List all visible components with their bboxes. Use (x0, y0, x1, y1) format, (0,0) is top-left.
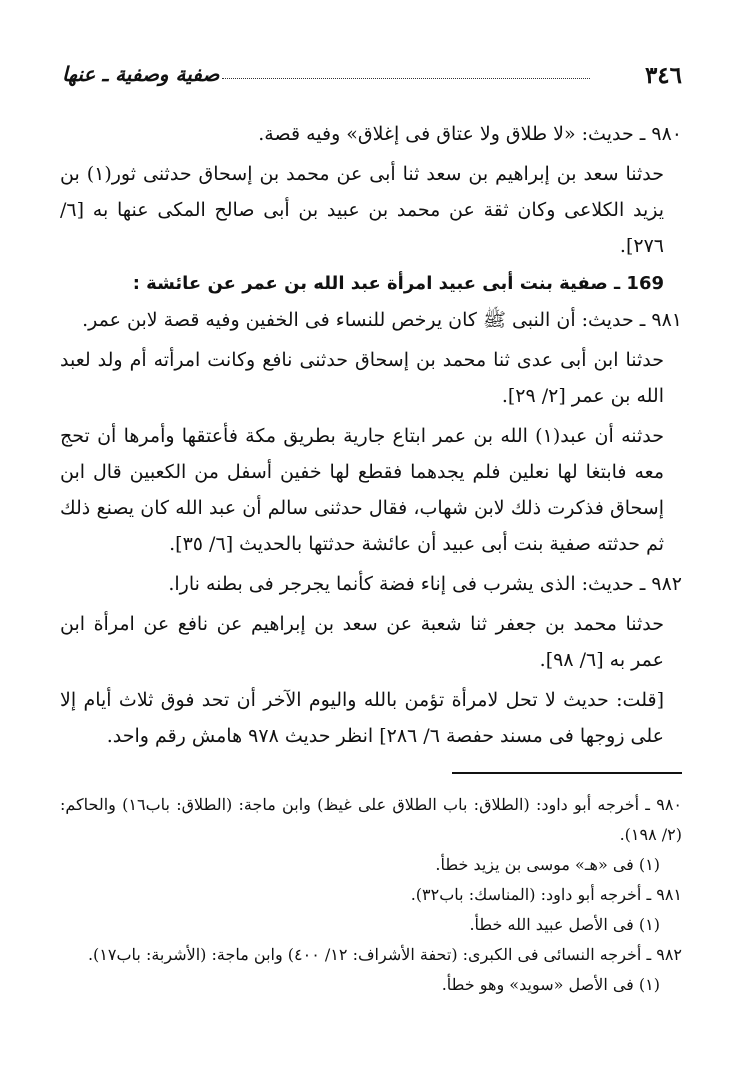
header-divider (222, 78, 590, 79)
editor-note: [قلت: حديث لا تحل لامرأة تؤمن بالله واليوم الآخر أن تحد فوق ثلاث أيام إلا على زوجها فى مسند حفصة ٦/ ٢٨٦] انظر حديث ٩٧٨ هامش رقم واحد. (60, 689, 664, 747)
page-header (62, 56, 682, 92)
section-heading: 169 ـ صفية بنت أبى عبيد امرأة عبد الله بن عمر عن عائشة : (132, 273, 664, 294)
hadith-982-heading: ٩٨٢ ـ حديث: الذى يشرب فى إناء فضة كأنما يجرجر فى بطنه نارا. (168, 573, 682, 595)
running-title: صفية وصفية ـ عنها (62, 62, 220, 86)
footnote-separator (452, 772, 682, 774)
hadith-981-heading: ٩٨١ ـ حديث: أن النبى ﷺ كان يرخص للنساء فى الخفين وفيه قصة لابن عمر. (82, 309, 682, 331)
footnote-980-1: (١) فى «هـ» موسى بن يزيد خطأ. (435, 855, 660, 874)
hadith-982-chain: حدثنا محمد بن جعفر ثنا شعبة عن سعد بن إبراهيم عن نافع عن امرأة ابن عمر به [٦/ ٩٨]. (60, 613, 664, 671)
hadith-981-chain: حدثنا ابن أبى عدى ثنا محمد بن إسحاق حدثنى نافع وكانت امرأته أم ولد لعبد الله بن عمر [٢/ ٢٩]. (60, 349, 664, 407)
footnote-982-1: (١) فى الأصل «سويد» وهو خطأ. (441, 975, 660, 994)
hadith-980-chain: حدثنا سعد بن إبراهيم بن سعد ثنا أبى عن محمد بن إسحاق حدثنى ثور(١) بن يزيد الكلاعى وكان ثقة عن محمد بن عبيد بن أبى صالح المكى عنها به [٦/ ٢٧٦]. (60, 163, 664, 257)
footnote-981: ٩٨١ ـ أخرجه أبو داود: (المناسك: باب٣٢). (410, 885, 682, 904)
hadith-980-heading: ٩٨٠ ـ حديث: «لا طلاق ولا عتاق فى إغلاق» وفيه قصة. (258, 123, 682, 145)
page-number: ٣٤٦ (644, 62, 682, 89)
hadith-981-story: حدثنه أن عبد(١) الله بن عمر ابتاع جارية بطريق مكة فأعتقها وأمرها أن تحج معه فابتغا لها نعلين فلم يجدهما فقطع لها خفين أسفل من الكعبين قال ابن إسحاق فذكرت ذلك لابن شهاب، فقال حدثنى سالم أن عبد الله كان يصنع ذلك ثم حدثته صفية بنت أبى عبيد أن عائشة حدثتها بالحديث [٦/ ٣٥]. (60, 425, 664, 555)
footnote-980: ٩٨٠ ـ أخرجه أبو داود: (الطلاق: باب الطلاق على غيظ) وابن ماجة: (الطلاق: باب١٦) والحاكم: (٢/ ١٩٨). (60, 795, 683, 844)
footnote-982: ٩٨٢ ـ أخرجه النسائى فى الكبرى: (تحفة الأشراف: ١٢/ ٤٠٠) وابن ماجة: (الأشربة: باب١٧). (87, 945, 682, 964)
footnotes (60, 790, 682, 1000)
footnote-981-1: (١) فى الأصل عبيد الله خطأ. (469, 915, 660, 934)
main-text (60, 112, 682, 758)
